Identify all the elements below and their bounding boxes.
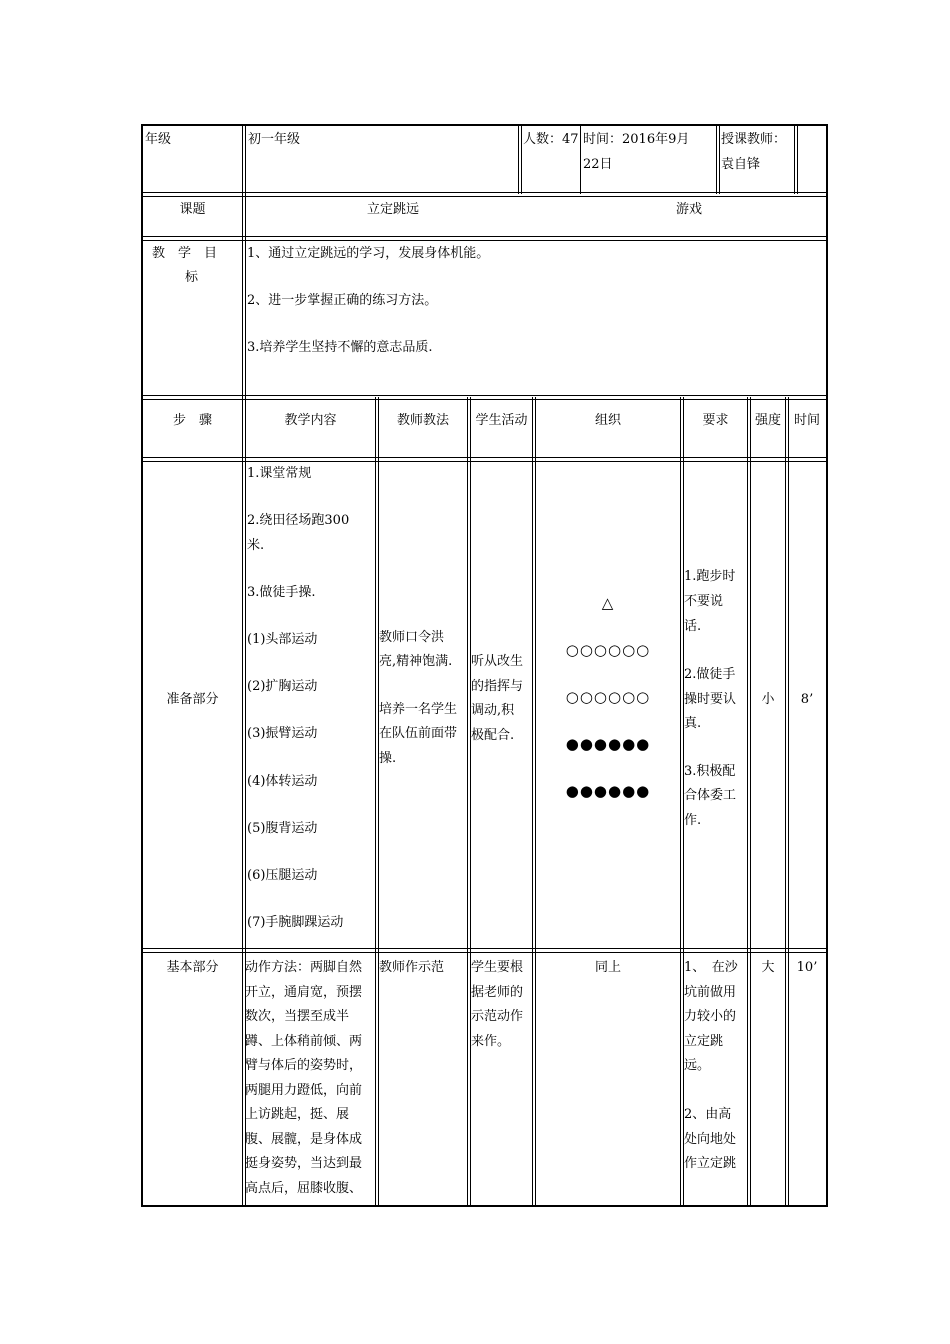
requirement-line: 1.跑步时	[684, 569, 736, 584]
column-header-time: 时间	[793, 413, 820, 428]
objectives-label-line2: 标	[185, 270, 199, 285]
organization-basic: 同上	[594, 960, 621, 975]
column-header-intensity: 强度	[754, 413, 781, 428]
content-line: (6)压腿运动	[247, 868, 318, 883]
column-header-requirements: 要求	[702, 413, 729, 428]
content-line: 蹲、上体稍前倾、两	[245, 1034, 363, 1049]
lesson-date-line1: 时间：2016年9月	[583, 132, 690, 147]
activity-line: 的指挥与	[471, 679, 524, 694]
column-header-organization: 组织	[594, 413, 621, 428]
step-prep: 准备部分	[166, 692, 219, 707]
activity-line: 听从改生	[471, 654, 524, 669]
requirement-line: 1、 在沙	[684, 960, 738, 975]
topic-item-2: 游戏	[676, 202, 703, 217]
objective-item: 2、进一步掌握正确的练习方法。	[247, 293, 438, 308]
column-header-content: 教学内容	[284, 413, 337, 428]
objectives-label-line1: 教 学 目	[152, 246, 218, 261]
student-row-filled: ●●●●●●	[565, 782, 651, 800]
student-row-hollow: ○○○○○○	[565, 688, 651, 706]
activity-line: 来作。	[471, 1034, 511, 1049]
col-divider	[716, 125, 717, 194]
requirement-line: 作立定跳	[684, 1156, 737, 1171]
requirement-line: 2、由高	[684, 1107, 732, 1122]
requirement-line: 作.	[684, 813, 702, 828]
col-divider	[785, 397, 786, 1206]
content-line: 两腿用力蹬低，向前	[245, 1083, 363, 1098]
content-line: 挺身姿势，当达到最	[245, 1156, 363, 1171]
requirement-line: 力较小的	[684, 1009, 737, 1024]
time-basic: 10’	[796, 960, 818, 975]
content-line: 臂与体后的姿势时，	[245, 1058, 363, 1073]
lesson-date-line2: 22日	[583, 157, 613, 172]
col-divider	[794, 125, 795, 194]
requirement-line: 合体委工	[684, 788, 737, 803]
activity-line: 示范动作	[471, 1009, 524, 1024]
teacher-triangle-icon: △	[601, 594, 615, 612]
activity-line: 学生要根	[471, 960, 524, 975]
activity-line: 极配合.	[471, 728, 515, 743]
objective-item: 1、通过立定跳远的学习，发展身体机能。	[247, 246, 490, 261]
time-prep: 8’	[800, 692, 814, 707]
col-divider	[797, 125, 798, 194]
col-divider	[242, 125, 243, 1206]
content-line: 上访跳起，挺、展	[245, 1107, 350, 1122]
content-line: (2)扩胸运动	[247, 679, 318, 694]
col-divider	[532, 397, 533, 1206]
content-line: (1)头部运动	[247, 632, 318, 647]
column-header-method: 教师教法	[396, 413, 449, 428]
column-header-activity: 学生活动	[475, 413, 528, 428]
content-line: 腹、展髋，是身体成	[245, 1132, 363, 1147]
col-divider	[470, 397, 471, 1206]
content-line: 高点后，屈膝收腹、	[245, 1181, 363, 1196]
step-basic: 基本部分	[166, 960, 219, 975]
col-divider	[680, 397, 681, 1206]
col-divider	[788, 397, 789, 1206]
requirement-line: 远。	[684, 1058, 711, 1073]
student-count: 人数：47	[523, 132, 579, 147]
method-line: 培养一名学生	[379, 702, 458, 717]
requirement-line: 操时要认	[684, 692, 737, 707]
content-line: 动作方法：两脚自然	[245, 960, 363, 975]
col-divider	[521, 125, 522, 194]
teacher-name: 袁自锋	[721, 157, 761, 172]
column-header-step: 步 骤	[172, 413, 212, 428]
method-line: 亮,精神饱满.	[379, 654, 453, 669]
content-line: 1.课堂常规	[247, 466, 312, 481]
content-line: (5)腹背运动	[247, 821, 318, 836]
requirement-line: 不要说	[684, 594, 724, 609]
requirement-line: 2.做徒手	[684, 667, 736, 682]
col-divider	[535, 397, 536, 1206]
col-divider	[378, 397, 379, 1206]
topic-label: 课题	[179, 202, 206, 217]
requirement-line: 坑前做用	[684, 985, 737, 1000]
requirement-line: 处向地处	[684, 1132, 737, 1147]
requirement-line: 3.积极配	[684, 764, 736, 779]
requirement-line: 真.	[684, 716, 702, 731]
grade-value: 初一年级	[248, 132, 301, 147]
content-line: (4)体转运动	[247, 774, 318, 789]
requirement-line: 立定跳	[684, 1034, 724, 1049]
activity-line: 据老师的	[471, 985, 524, 1000]
method-line: 操.	[379, 751, 397, 766]
method-line: 在队伍前面带	[379, 726, 458, 741]
objective-item: 3.培养学生坚持不懈的意志品质.	[247, 340, 433, 355]
content-line: (3)振臂运动	[247, 726, 318, 741]
grade-label: 年级	[145, 132, 172, 147]
col-divider	[518, 125, 519, 194]
method-line: 教师作示范	[379, 960, 445, 975]
col-divider	[750, 397, 751, 1206]
intensity-basic: 大	[761, 960, 775, 975]
student-row-filled: ●●●●●●	[565, 735, 651, 753]
col-divider	[375, 397, 376, 1206]
teacher-label: 授课教师：	[721, 132, 787, 147]
topic-item-1: 立定跳远	[367, 202, 420, 217]
content-line: 数次，当摆至成半	[245, 1009, 350, 1024]
activity-line: 调动,积	[471, 703, 515, 718]
requirement-line: 话.	[684, 619, 702, 634]
col-divider	[719, 125, 720, 194]
col-divider	[747, 397, 748, 1206]
intensity-prep: 小	[761, 692, 775, 707]
method-line: 教师口令洪	[379, 630, 445, 645]
content-line: 米.	[247, 538, 265, 553]
col-divider	[467, 397, 468, 1206]
content-line: 2.绕田径场跑300	[247, 513, 350, 528]
col-divider	[580, 125, 581, 194]
content-line: 3.做徒手操.	[247, 585, 316, 600]
student-row-hollow: ○○○○○○	[565, 641, 651, 659]
content-line: 开立，通肩宽，预摆	[245, 985, 363, 1000]
content-line: (7)手腕脚踝运动	[247, 915, 344, 930]
